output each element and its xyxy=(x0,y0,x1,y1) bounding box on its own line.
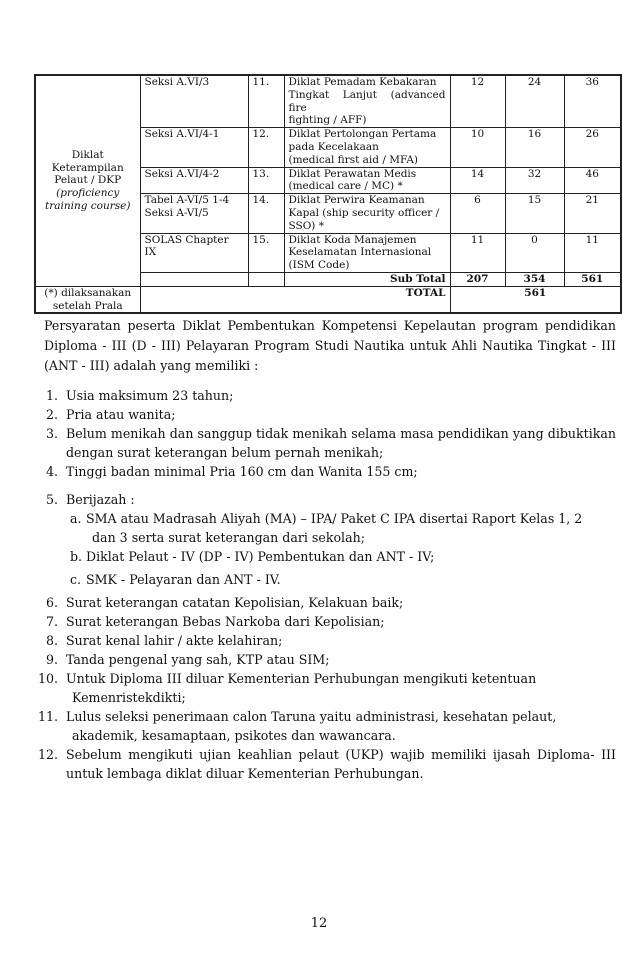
total-row xyxy=(35,286,621,313)
value-cell: 21 xyxy=(564,194,621,233)
no-cell: 14. xyxy=(248,194,284,233)
table-row xyxy=(35,75,621,128)
ref-cell: SOLAS Chapter IX xyxy=(140,233,248,272)
total-label: TOTAL xyxy=(140,286,450,313)
value-cell: 24 xyxy=(505,75,564,128)
list-item: 5. Berijazah : xyxy=(45,492,135,507)
no-cell: 13. xyxy=(248,167,284,194)
value-cell: 6 xyxy=(450,194,505,233)
group-label: Diklat Keterampilan Pelaut / DKP (proficiency training course) xyxy=(35,75,140,286)
subtotal-value: 561 xyxy=(564,272,621,286)
value-cell: 11 xyxy=(564,233,621,272)
value-cell: 15 xyxy=(505,194,564,233)
value-cell: 0 xyxy=(505,233,564,272)
value-cell: 46 xyxy=(564,167,621,194)
list-item: 10. Untuk Diploma III diluar Kementerian Perhubungan mengikuti ketentuan Kemenristekdikti; xyxy=(37,671,537,705)
list-item: 6. Surat keterangan catatan Kepolisian, Kelakuan baik; xyxy=(45,595,404,610)
ref-cell: Seksi A.VI/4-2 xyxy=(140,167,248,194)
list-item: 11. Lulus seleksi penerimaan calon Taruna yaitu administrasi, kesehatan pelaut, akademik, kesamaptaan, psikotes dan wawancara. xyxy=(37,709,557,743)
name-cell: Diklat Perwira Keamanan Kapal (ship security officer / SSO) * xyxy=(284,194,450,233)
total-value: 561 xyxy=(450,286,621,313)
value-cell: 11 xyxy=(450,233,505,272)
value-cell: 14 xyxy=(450,167,505,194)
value-cell: 32 xyxy=(505,167,564,194)
value-cell: 12 xyxy=(450,75,505,128)
name-cell: Diklat Pertolongan Pertama pada Kecelakaan (medical first aid / MFA) xyxy=(284,128,450,167)
subtotal-value: 354 xyxy=(505,272,564,286)
value-cell: 26 xyxy=(564,128,621,167)
training-table xyxy=(34,74,622,314)
name-cell: Diklat Perawatan Medis (medical care / MC) * xyxy=(284,167,450,194)
list-item: 4. Tinggi badan minimal Pria 160 cm dan Wanita 155 cm; xyxy=(45,464,418,479)
page-number: 12 xyxy=(310,916,328,931)
name-cell: Diklat Pemadam Kebakaran Tingkat Lanjut (advanced fire fighting / AFF) xyxy=(284,75,450,128)
sub-list-item: b. Diklat Pelaut - IV (DP - IV) Pembentukan dan ANT - IV; xyxy=(70,549,435,564)
no-cell: 12. xyxy=(248,128,284,167)
ref-cell: Seksi A.VI/4-1 xyxy=(140,128,248,167)
name-cell: Diklat Koda Manajemen Keselamatan Internasional (ISM Code) xyxy=(284,233,450,272)
list-item: 3. Belum menikah dan sanggup tidak menikah selama masa pendidikan yang dibuktikan dengan surat keterangan belum pernah menikah; xyxy=(45,426,616,460)
ref-cell: Seksi A.VI/3 xyxy=(140,75,248,128)
list-item: 8. Surat kenal lahir / akte kelahiran; xyxy=(45,633,283,648)
list-item: 1. Usia maksimum 23 tahun; xyxy=(45,388,234,403)
value-cell: 36 xyxy=(564,75,621,128)
list-item: 9. Tanda pengenal yang sah, KTP atau SIM; xyxy=(45,652,330,667)
subtotal-label: Sub Total xyxy=(284,272,450,286)
value-cell: 16 xyxy=(505,128,564,167)
subtotal-value: 207 xyxy=(450,272,505,286)
sub-list-item: c. SMK - Pelayaran dan ANT - IV. xyxy=(70,572,281,587)
list-item: 2. Pria atau wanita; xyxy=(45,407,176,422)
value-cell: 10 xyxy=(450,128,505,167)
ref-cell: Tabel A-VI/5 1-4 Seksi A-VI/5 xyxy=(140,194,248,233)
list-item: 12. Sebelum mengikuti ujian keahlian pelaut (UKP) wajib memiliki ijasah Diploma- III untuk lembaga diklat diluar Kementerian Perhubungan. xyxy=(37,747,616,781)
requirements-list xyxy=(34,386,616,783)
footnote-cell: (*) dilaksanakan setelah Prala xyxy=(35,286,140,313)
list-item: 7. Surat keterangan Bebas Narkoba dari Kepolisian; xyxy=(45,614,385,629)
intro-paragraph: Persyaratan peserta Diklat Pembentukan Kompetensi Kepelautan program pendidikan Diploma - III (D - III) Pelayaran Program Studi Nautika untuk Ahli Nautika Tingkat - III (ANT - III) adalah yang memiliki : xyxy=(44,318,616,373)
no-cell: 11. xyxy=(248,75,284,128)
no-cell: 15. xyxy=(248,233,284,272)
sub-list-item: a. SMA atau Madrasah Aliyah (MA) – IPA/ Paket C IPA disertai Raport Kelas 1, 2 dan 3 serta surat keterangan dari sekolah; xyxy=(70,511,583,545)
